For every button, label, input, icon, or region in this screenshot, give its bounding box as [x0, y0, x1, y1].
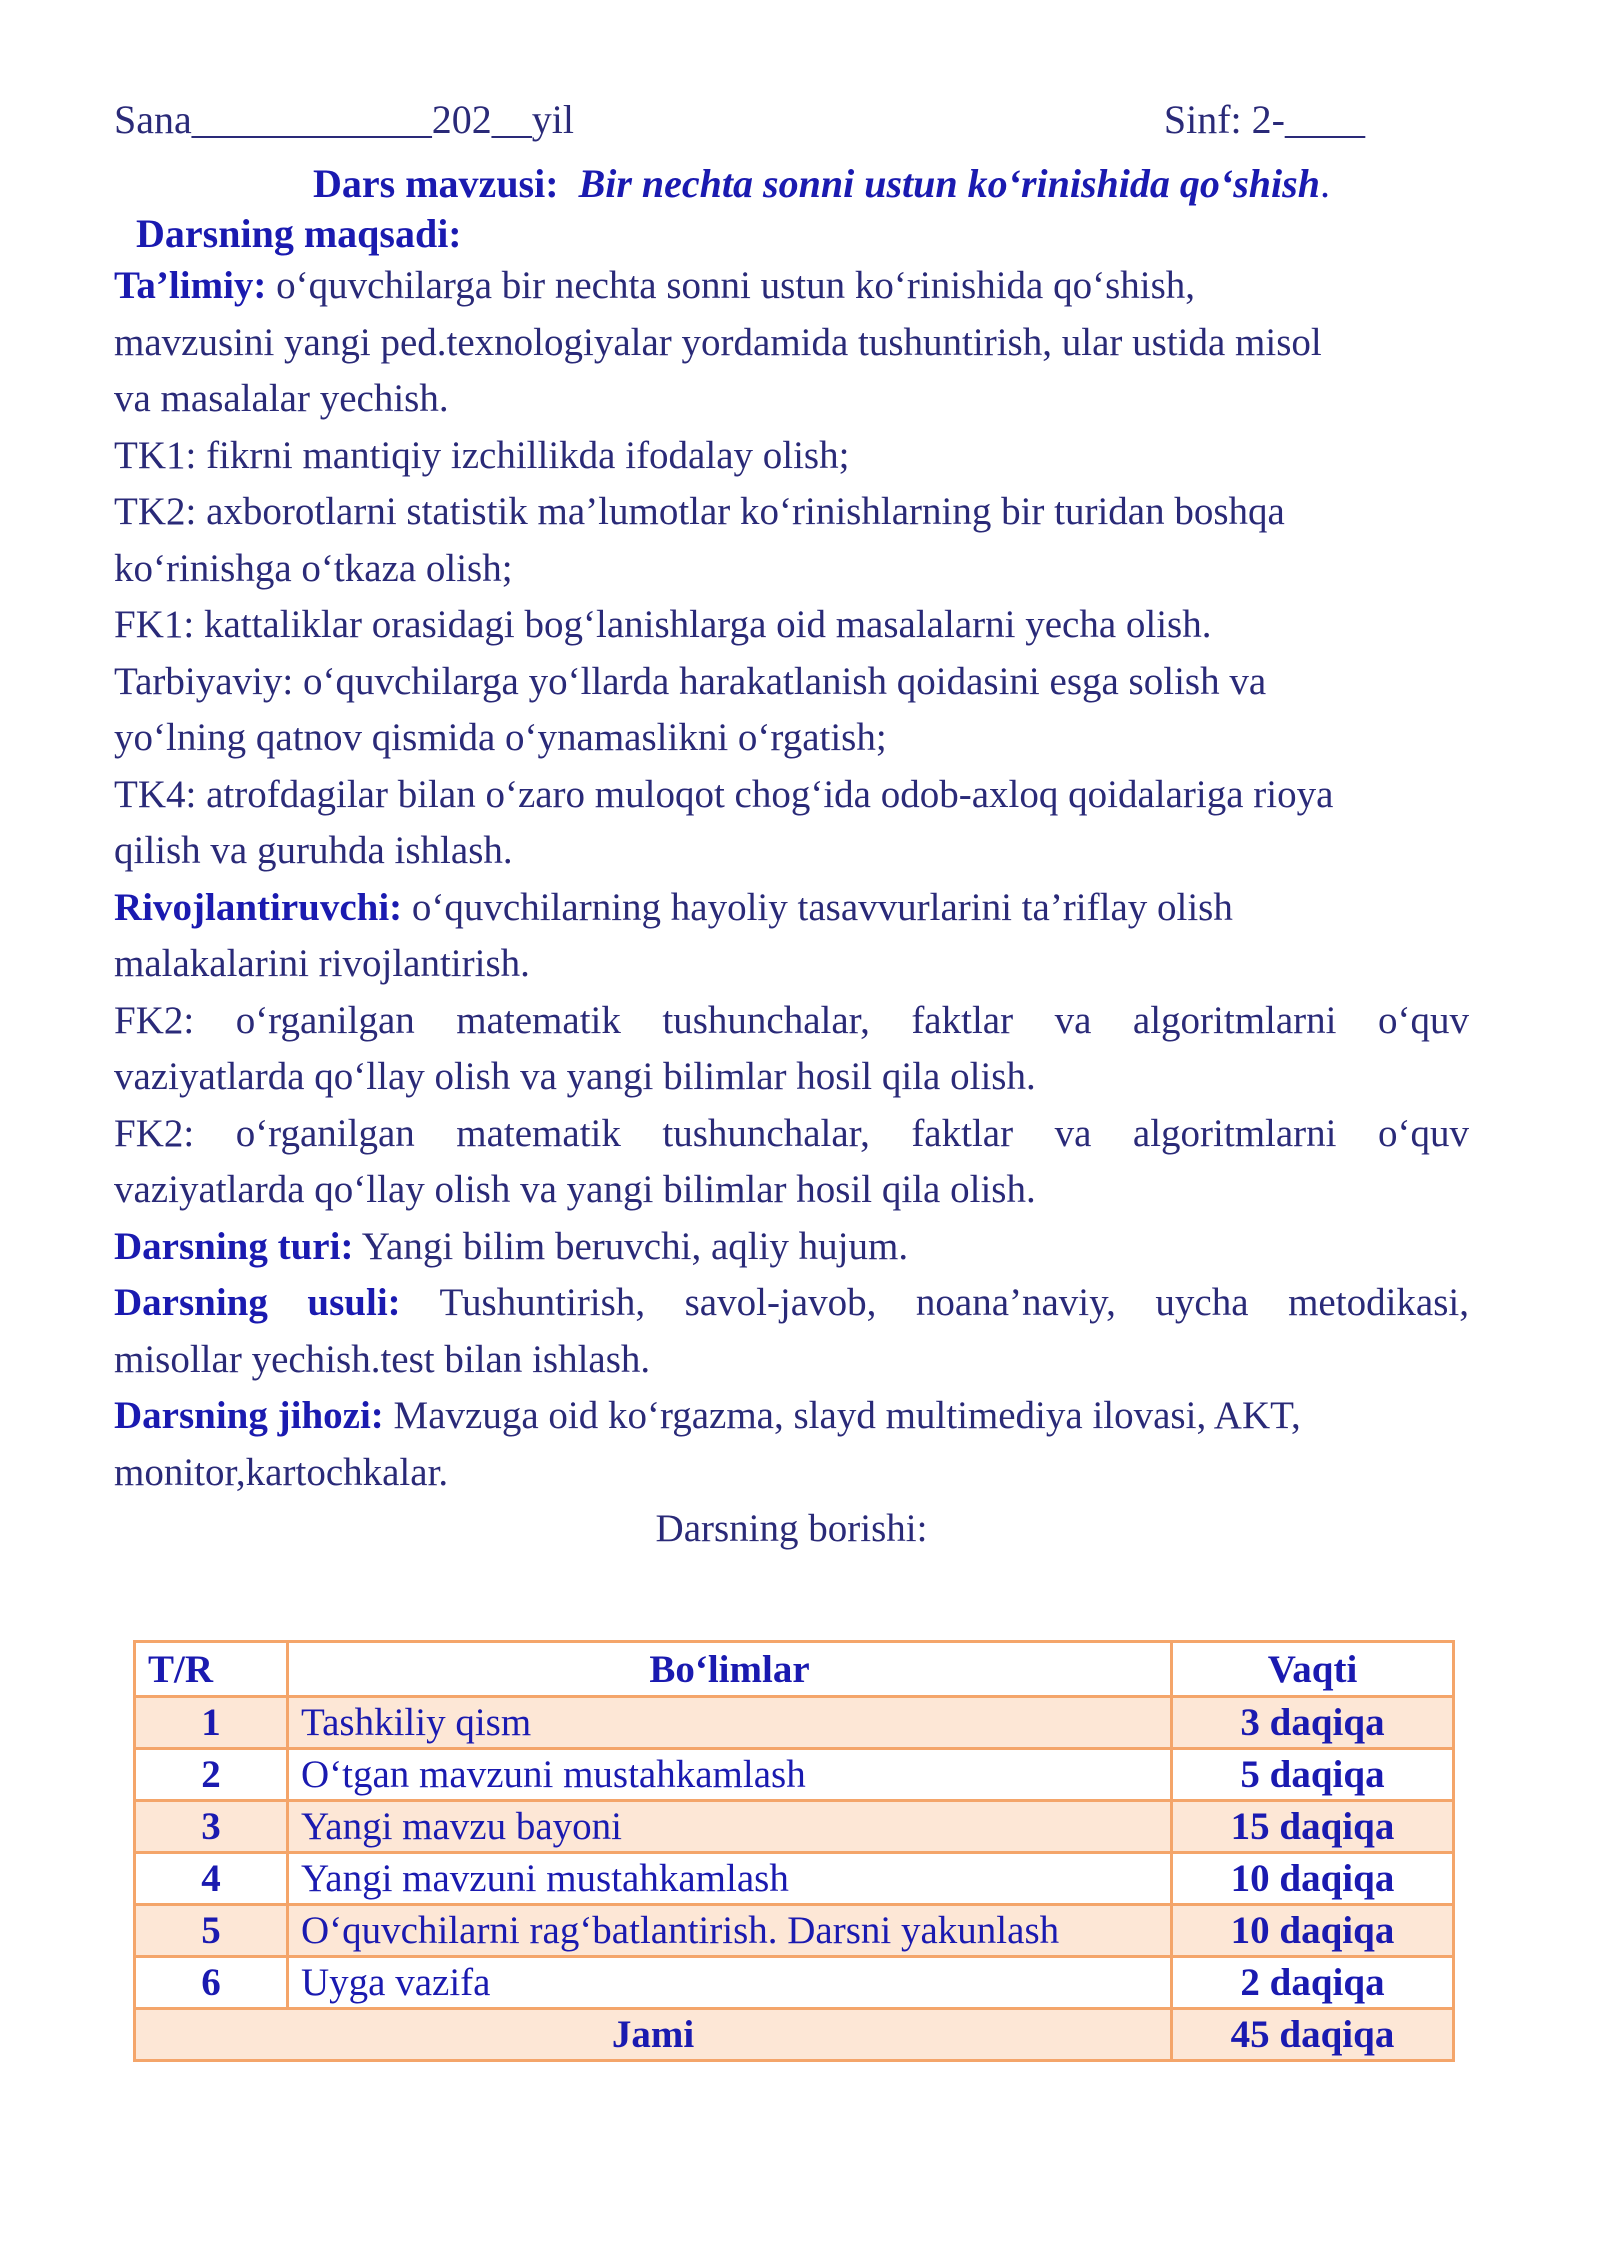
tk4-line-2: qilish va guruhda ishlash.	[114, 829, 513, 872]
tk2-line-2: ko‘rinishga o‘tkaza olish;	[114, 546, 513, 590]
row-time: 10 daqiqa	[1172, 1853, 1454, 1905]
table-total-row	[135, 2009, 1454, 2061]
header-num: T/R	[135, 1642, 288, 1697]
row-section: Yangi mavzu bayoni	[288, 1801, 1172, 1853]
row-time: 5 daqiqa	[1172, 1749, 1454, 1801]
table-row	[135, 1697, 1454, 1749]
row-time: 10 daqiqa	[1172, 1905, 1454, 1957]
row-section: Uyga vazifa	[288, 1957, 1172, 2009]
header-section: Bo‘limlar	[288, 1642, 1172, 1697]
total-time: 45 daqiqa	[1172, 2009, 1454, 2061]
lesson-method	[114, 1275, 1469, 1332]
tk4-line-1: TK4: atrofdagilar bilan o‘zaro muloqot chog‘ida odob-axloq qoidalariga rioya	[114, 772, 1334, 816]
fk2-a-line-1: FK2: o‘rganilgan matematik tushunchalar, faktlar va algoritmlarni o‘quv	[114, 998, 1469, 1042]
lesson-equipment-line-1: Mavzuga oid ko‘rgazma, slayd multimediya ilovasi, AKT,	[393, 1394, 1301, 1437]
fk2-b-line-2: vaziyatlarda qo‘llay olish va yangi bilimlar hosil qila olish.	[114, 1168, 1036, 1211]
fk1-line: FK1: kattaliklar orasidagi bog‘lanishlarga oid masalalarni yecha olish.	[114, 603, 1212, 646]
total-label: Jami	[135, 2009, 1172, 2061]
educational-line-3: va masalalar yechish.	[114, 377, 449, 420]
row-time: 2 daqiqa	[1172, 1957, 1454, 2009]
lesson-method-line-1: Tushuntirish, savol-javob, noana’naviy, uycha metodikasi,	[439, 1281, 1469, 1324]
date-field: Sana____________202__yil	[114, 97, 574, 142]
topic-label: Dars mavzusi:	[313, 161, 559, 206]
lesson-equipment	[114, 1388, 1469, 1445]
topic-dot: .	[1319, 161, 1330, 206]
table-row	[135, 1905, 1454, 1957]
lesson-method-label: Darsning usuli:	[114, 1281, 401, 1324]
topic-text: Bir nechta sonni ustun ko‘rinishida qo‘shish	[578, 161, 1320, 206]
row-time: 3 daqiqa	[1172, 1697, 1454, 1749]
lesson-method-line-2: misollar yechish.test bilan ishlash.	[114, 1337, 651, 1381]
lesson-type-label: Darsning turi:	[114, 1224, 354, 1268]
developmental-label: Rivojlantiruvchi:	[114, 885, 403, 929]
lesson-plan-page	[114, 92, 1469, 1558]
header-time: Vaqti	[1172, 1642, 1454, 1697]
upbringing-line-2: yo‘lning qatnov qismida o‘ynamaslikni o‘rgatish;	[114, 716, 887, 759]
row-section: Yangi mavzuni mustahkamlash	[288, 1853, 1172, 1905]
row-time: 15 daqiqa	[1172, 1801, 1454, 1853]
educational-goal	[114, 258, 1469, 315]
class-field: Sinf: 2-____	[1163, 97, 1365, 142]
lesson-schedule-table	[133, 1640, 1455, 2062]
row-num: 5	[135, 1905, 288, 1957]
fk2-b-line-1: FK2: o‘rganilgan matematik tushunchalar, faktlar va algoritmlarni o‘quv	[114, 1111, 1469, 1155]
upbringing-line-1: Tarbiyaviy: o‘quvchilarga yo‘llarda harakatlanish qoidasini esga solish va	[114, 659, 1267, 703]
developmental-line-2: malakalarini rivojlantirish.	[114, 942, 530, 985]
table-row	[135, 1801, 1454, 1853]
goals-heading: Darsning maqsadi:	[136, 211, 462, 256]
table-header-row	[135, 1642, 1454, 1697]
developmental-goal	[114, 880, 1469, 937]
row-num: 3	[135, 1801, 288, 1853]
row-num: 6	[135, 1957, 288, 2009]
lesson-equipment-line-2: monitor,kartochkalar.	[114, 1450, 449, 1494]
lesson-equipment-label: Darsning jihozi:	[114, 1394, 384, 1437]
row-num: 1	[135, 1697, 288, 1749]
educational-line-2: mavzusini yangi ped.texnologiyalar yordamida tushuntirish, ular ustida misol	[114, 320, 1322, 364]
table-row	[135, 1853, 1454, 1905]
row-section: Tashkiliy qism	[288, 1697, 1172, 1749]
header-row	[114, 92, 1469, 148]
table-row	[135, 1957, 1454, 2009]
row-num: 2	[135, 1749, 288, 1801]
tk1-line: TK1: fikrni mantiqiy izchillikda ifodalay olish;	[114, 433, 850, 477]
row-section: O‘tgan mavzuni mustahkamlash	[288, 1749, 1172, 1801]
educational-label: Ta’limiy:	[114, 264, 267, 307]
developmental-line-1: o‘quvchilarning hayoliy tasavvurlarini ta’riflay olish	[411, 885, 1233, 929]
lesson-type-text: Yangi bilim beruvchi, aqliy hujum.	[361, 1224, 909, 1268]
lesson-type	[114, 1219, 1469, 1276]
table-row	[135, 1749, 1454, 1801]
lesson-progress-heading: Darsning borishi:	[655, 1507, 928, 1550]
lesson-topic	[114, 158, 1469, 210]
fk2-a-line-2: vaziyatlarda qo‘llay olish va yangi bilimlar hosil qila olish.	[114, 1055, 1036, 1098]
row-num: 4	[135, 1853, 288, 1905]
educational-line-1: o‘quvchilarga bir nechta sonni ustun ko‘rinishida qo‘shish,	[276, 264, 1196, 307]
row-section: O‘quvchilarni rag‘batlantirish. Darsni yakunlash	[288, 1905, 1172, 1957]
tk2-line-1: TK2: axborotlarni statistik ma’lumotlar ko‘rinishlarning bir turidan boshqa	[114, 490, 1285, 533]
